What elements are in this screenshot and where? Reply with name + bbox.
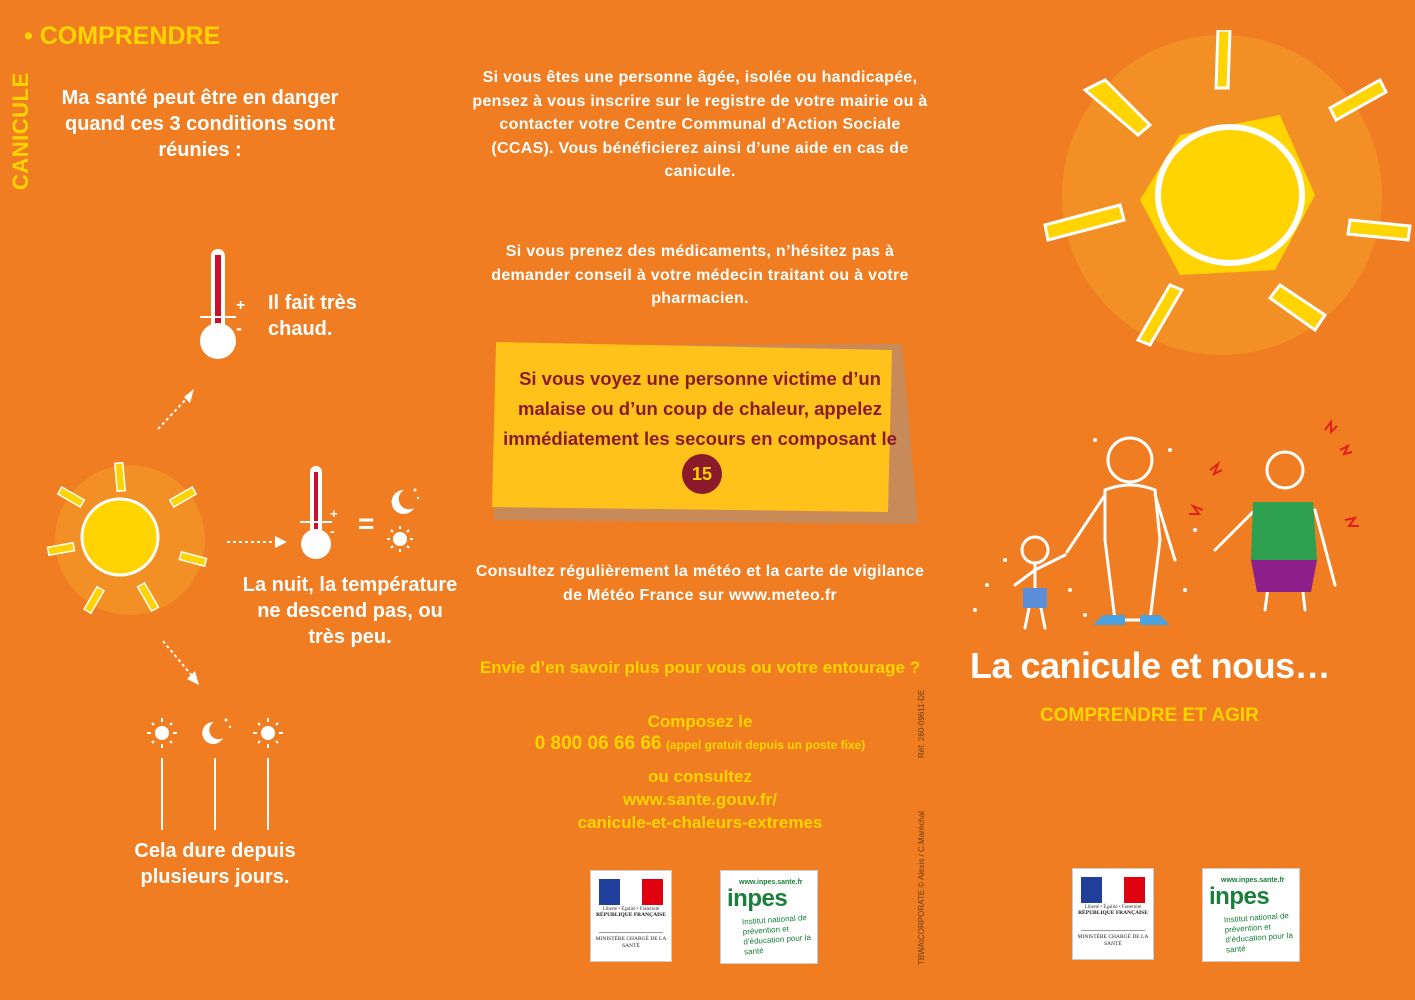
phone-note: (appel gratuit depuis un poste fixe) [665,738,866,752]
thermometer-hot-icon [196,245,256,370]
url-sante-line2: canicule-et-chaleurs-extremes [577,813,823,832]
emergency-callout-text: Si vous voyez une personne victime d’un malaise ou d’un coup de chaleur, appelez immédiatement les secours en composant le [503,368,897,449]
svg-text:-: - [236,318,242,338]
phone-number: 0 800 06 66 66 [534,733,662,754]
url-sante-line1: www.sante.gouv.fr/ [623,790,777,809]
paragraph-meteo: Consultez régulièrement la météo et la carte de vigilance de Météo France sur www.meteo.fr [475,563,925,604]
flag-icon [1081,877,1145,903]
cover-subtitle: COMPRENDRE ET AGIR [1040,705,1259,726]
credit-agency: TBWA\CORPORATE © Alexis / C.Maréchal [917,811,926,965]
flag-icon [599,879,663,905]
phone-line [470,733,930,755]
compose-label: Composez le [647,712,753,731]
section-title: • COMPRENDRE [24,22,221,50]
svg-text:+: + [330,506,338,521]
emergency-callout [500,364,900,494]
condition-night: La nuit, la température ne descend pas, ou très peu. [242,574,458,648]
cover-title: La canicule et nous… [970,645,1331,686]
intro-text: Ma santé peut être en danger quand ces 3 conditions sont réunies : [61,87,339,161]
consult-block [470,765,930,834]
consult-label: ou consultez [648,767,752,786]
condition-hot: Il fait très chaud. [268,292,357,340]
family-heat-illustration [965,410,1385,640]
republique-francaise-logo-cover: Liberté • Égalité • Fraternité RÉPUBLIQUE FRANÇAISE MINISTÈRE CHARGÉ DE LA SANTÉ [1072,868,1154,960]
credit-reference: Réf. 260-09611-DE [917,689,926,758]
svg-text:-: - [330,523,335,539]
republique-francaise-logo: Liberté • Égalité • Fraternité RÉPUBLIQUE FRANÇAISE MINISTÈRE CHARGÉ DE LA SANTÉ [590,870,672,962]
sun-small-icon [40,455,220,625]
arrow-right-icon [225,532,290,552]
paragraph-medication: Si vous prenez des médicaments, n’hésitez pas à demander conseil à votre médecin traitant ou à votre pharmacien. [491,243,909,307]
thermometer-night-icon [296,462,356,567]
arrow-up-right-icon [150,385,200,435]
moon-sun-icon [382,484,422,556]
svg-text:+: + [236,297,246,314]
emergency-number-badge: 15 [682,454,722,494]
condition-duration: Cela dure depuis plusieurs jours. [134,840,296,888]
more-info-heading: Envie d’en savoir plus pour vous ou votre entourage ? [479,658,921,677]
equals-sign: = [358,508,375,539]
paragraph-registry: Si vous êtes une personne âgée, isolée ou handicapée, pensez à vous inscrire sur le registre de votre mairie ou à contacter votre Centre Communal d’Action Sociale (CCAS). Vous bénéficierez ainsi d’une aide en cas de canicule. [472,69,928,180]
arrow-down-right-icon [155,635,205,690]
vertical-label: CANICULE [8,72,33,190]
sun-large-icon [1030,30,1415,370]
inpes-logo-cover: www.inpes.sante.fr inpes Institut national de prévention et d’éducation pour la santé [1202,868,1300,962]
days-timeline-icon [140,712,290,832]
inpes-logo: www.inpes.sante.fr inpes Institut national de prévention et d’éducation pour la santé [720,870,818,964]
